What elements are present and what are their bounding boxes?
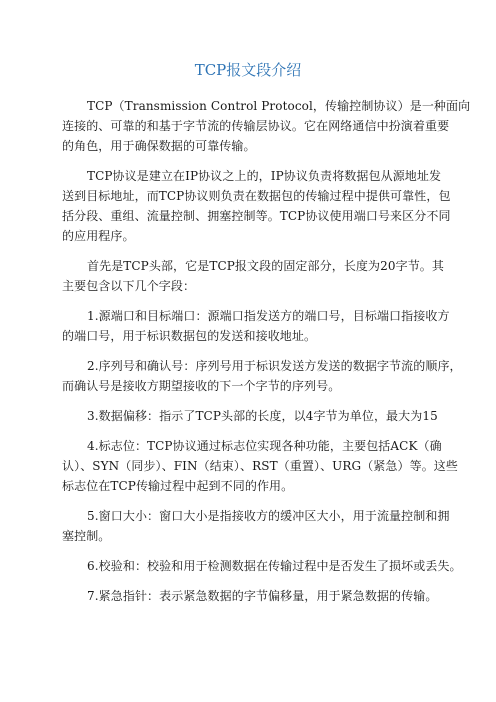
paragraph-line: 5.窗口大小：窗口大小是指接收方的缓冲区大小，用于流量控制和拥	[87, 509, 450, 523]
paragraph-line: TCP（Transmission Control Protocol，传输控制协议）是一种面向	[87, 99, 471, 113]
paragraph	[62, 556, 462, 576]
paragraph-line: 4.标志位：TCP协议通过标志位实现各种功能，主要包括ACK（确	[87, 439, 442, 453]
paragraph	[62, 256, 462, 296]
paragraph	[62, 586, 462, 606]
paragraph	[62, 406, 462, 426]
paragraph	[62, 506, 462, 546]
paragraph-line: 标志位在TCP传输过程中起到不同的作用。	[62, 479, 294, 493]
paragraph	[62, 96, 471, 156]
paragraph-line: 认）、SYN（同步）、FIN（结束）、RST（重置）、URG（紧急）等。这些	[62, 459, 459, 473]
document-body	[62, 96, 471, 616]
paragraph-line: 6.校验和：校验和用于检测数据在传输过程中是否发生了损坏或丢失。	[87, 559, 462, 573]
paragraph-line: 3.数据偏移：指示了TCP头部的长度，以4字节为单位，最大为15	[87, 409, 438, 423]
paragraph	[62, 306, 462, 346]
paragraph-line: 7.紧急指针：表示紧急数据的字节偏移量，用于紧急数据的传输。	[87, 589, 438, 603]
paragraph-line: 首先是TCP头部，它是TCP报文段的固定部分，长度为20字节。其	[87, 259, 444, 273]
paragraph-line: TCP协议是建立在IP协议之上的，IP协议负责将数据包从源地址发	[87, 169, 442, 183]
paragraph	[62, 436, 462, 496]
paragraph-line: 1.源端口和目标端口：源端口指发送方的端口号，目标端口指接收方	[87, 309, 450, 323]
paragraph-line: 的应用程序。	[62, 229, 135, 243]
paragraph	[62, 356, 462, 396]
paragraph-line: 2.序列号和确认号：序列号用于标识发送方发送的数据字节流的顺序，	[87, 359, 462, 373]
paragraph-line: 而确认号是接收方期望接收的下一个字节的序列号。	[62, 379, 341, 393]
document-title: TCP报文段介绍	[194, 61, 302, 79]
paragraph-line: 送到目标地址，而TCP协议则负责在数据包的传输过程中提供可靠性，包	[62, 189, 451, 203]
paragraph-line: 的端口号，用于标识数据包的发送和接收地址。	[62, 329, 317, 343]
paragraph-line: 主要包含以下几个字段：	[62, 279, 196, 293]
paragraph-line: 连接的、可靠的和基于字节流的传输层协议。它在网络通信中扮演着重要	[62, 119, 450, 133]
paragraph	[62, 166, 462, 246]
paragraph-line: 的角色，用于确保数据的可靠传输。	[62, 139, 256, 153]
paragraph-line: 括分段、重组、流量控制、拥塞控制等。TCP协议使用端口号来区分不同	[62, 209, 451, 223]
paragraph-line: 塞控制。	[62, 529, 111, 543]
